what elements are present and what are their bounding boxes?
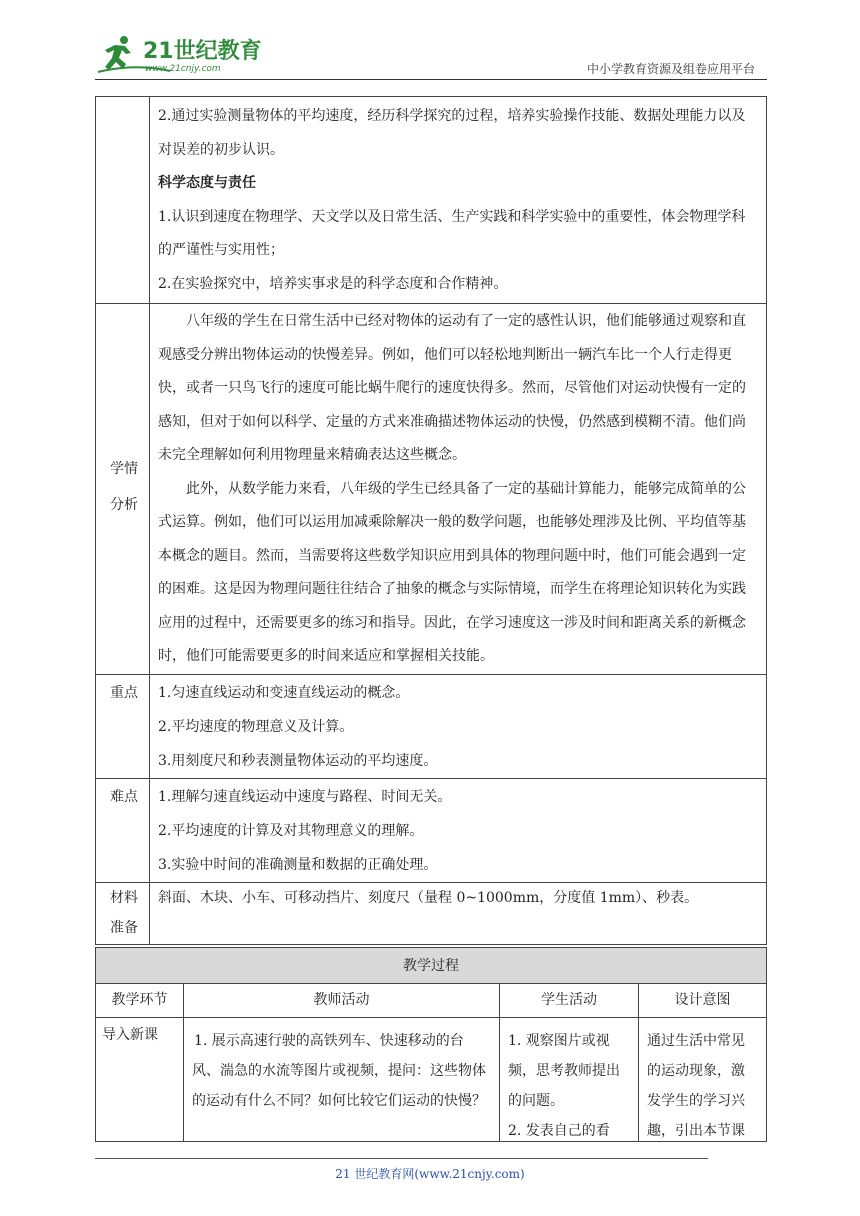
header-divider [95, 79, 767, 80]
goals-paragraph: 1.认识到速度在物理学、天文学以及日常生活、生产实践和科学实验中的重要性，体会物理学科的严谨性与实用性； [158, 208, 746, 258]
list-item: 1.理解匀速直线运动中速度与路程、时间无关。 [158, 789, 452, 805]
difficult-points-label-cell [96, 779, 150, 882]
key-points-label: 重点 [110, 685, 138, 701]
key-points-label-cell [96, 675, 150, 778]
design-cell [639, 1018, 766, 1141]
difficult-points-list [158, 780, 756, 882]
key-points-row [96, 675, 766, 779]
goals-paragraph: 2.通过实验测量物体的平均速度，经历科学探究的过程，培养实验操作技能、数据处理能力以及对误差的初步认识。 [158, 108, 746, 158]
process-title: 教学过程 [96, 948, 766, 984]
analysis-label-cell [96, 304, 150, 674]
teaching-process-table [95, 947, 767, 1142]
teacher-cell [184, 1018, 500, 1141]
footer-divider [95, 1158, 708, 1159]
header-student: 学生活动 [500, 984, 639, 1018]
materials-text: 斜面、木块、小车、可移动挡片、刻度尺（量程 0~1000mm，分度值 1mm）、秒表。 [158, 890, 699, 906]
difficult-points-label: 难点 [110, 789, 138, 805]
student-activity: 2. 发表自己的看 [508, 1123, 610, 1139]
student-activity: 1. 观察图片或视频，思考教师提出的问题。 [508, 1033, 620, 1109]
goals-row [96, 97, 766, 304]
analysis-paragraph: 此外，从数学能力来看，八年级的学生已经具备了一定的基础计算能力，能够完成简单的公式运算。例如，他们可以运用加减乘除解决一般的数学问题，也能够处理涉及比例、平均值等基本概念的题目。然而，当需要将这些数学知识应用到具体的物理问题中时，他们可能会遇到一定的困难。这是因为物理问题往往结合了抽象的概念与实际情境，而学生在将理论知识转化为实践应用的过程中，还需要更多的练习和指导。因此，在学习速度这一涉及时间和距离关系的新概念时，他们可能需要更多的时间来适应和掌握相关技能。 [158, 480, 746, 664]
goals-label-cell [96, 97, 150, 303]
stage-text: 导入新课 [102, 1027, 158, 1043]
list-item: 2.平均速度的物理意义及计算。 [158, 719, 354, 735]
table-row [96, 1018, 766, 1141]
header-teacher: 教师活动 [184, 984, 500, 1018]
page-header [95, 30, 767, 80]
analysis-label: 分析 [110, 497, 138, 513]
header-design: 设计意图 [674, 992, 731, 1008]
analysis-row [96, 304, 766, 675]
logo [95, 33, 265, 77]
header-stage: 教学环节 [96, 984, 184, 1018]
goals-paragraph: 2.在实验探究中，培养实事求是的科学态度和合作精神。 [158, 275, 508, 292]
logo-text: 21世纪教育 [143, 39, 262, 64]
student-text [508, 1026, 630, 1141]
goals-heading: 科学态度与责任 [158, 175, 256, 191]
materials-row [96, 883, 766, 944]
footer-link[interactable]: 21 世纪教育网(www.21cnjy.com) [335, 1167, 525, 1181]
design-text: 通过生活中常见的运动现象，激发学生的学习兴趣，引出本节课 [647, 1033, 745, 1139]
analysis-label: 学情 [110, 461, 138, 477]
teacher-text: 1. 展示高速行驶的高铁列车、快速移动的台风、湍急的水流等图片或视频，提问：这些物体的运动有什么不同？如何比较它们运动的快慢？ [192, 1033, 486, 1109]
stage-cell [96, 1018, 184, 1141]
materials-label: 材料 [110, 890, 138, 906]
goals-body [158, 100, 756, 301]
analysis-paragraph: 八年级的学生在日常生活中已经对物体的运动有了一定的感性认识，他们能够通过观察和直观感受分辨出物体运动的快慢差异。例如，他们可以轻松地判断出一辆汽车比一个人行走得更快，或者一只鸟飞行的速度可能比蜗牛爬行的速度快得多。然而，尽管他们对运动快慢有一定的感知，但对于如何以科学、定量的方式来准确描述物体运动的快慢，仍然感到模糊不清。他们尚未完全理解如何利用物理量来精确表达这些概念。 [158, 313, 746, 463]
platform-name: 中小学教育资源及组卷应用平台 [586, 62, 755, 76]
key-points-list [158, 676, 756, 778]
list-item: 2.平均速度的计算及对其物理意义的理解。 [158, 823, 424, 839]
analysis-body [158, 305, 756, 674]
logo-url: www.21cnjy.com [145, 64, 221, 74]
difficult-points-row [96, 779, 766, 883]
list-item: 1.匀速直线运动和变速直线运动的概念。 [158, 685, 410, 701]
student-cell [500, 1018, 639, 1141]
list-item: 3.用刻度尺和秒表测量物体运动的平均速度。 [158, 753, 438, 769]
lesson-plan-table [95, 96, 767, 945]
list-item: 3.实验中时间的准确测量和数据的正确处理。 [158, 857, 438, 873]
materials-label: 准备 [110, 920, 138, 936]
materials-label-cell [96, 883, 150, 944]
process-header-row [96, 984, 766, 1018]
